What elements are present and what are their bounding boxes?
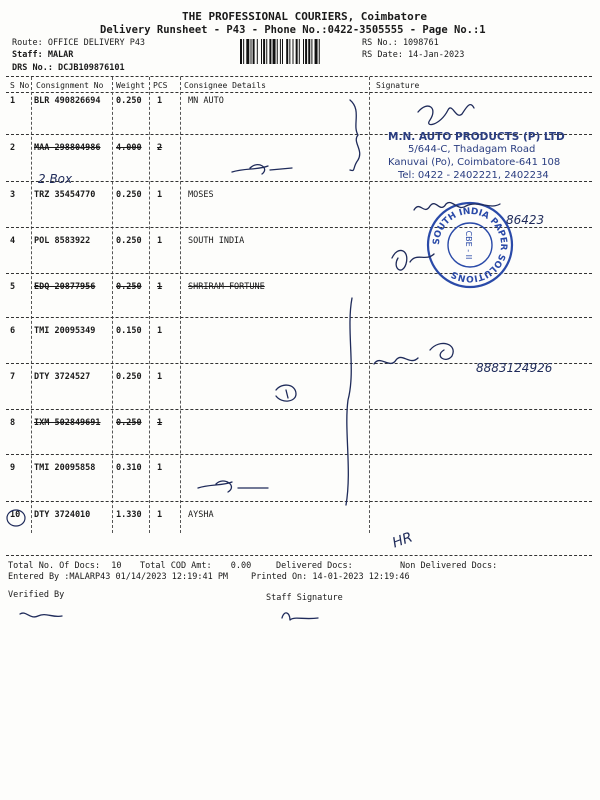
row-weight: 0.250 xyxy=(116,418,142,428)
signature-row1 xyxy=(418,105,474,125)
total-docs-label: Total No. Of Docs: xyxy=(8,561,101,571)
staff-signature-label: Staff Signature xyxy=(266,593,343,603)
row-consignee: SOUTH INDIA xyxy=(188,236,245,246)
row-sno: 4 xyxy=(10,236,16,246)
ditto-mark-row9 xyxy=(198,481,268,492)
row-consignment-no: TRZ 35454770 xyxy=(34,190,96,200)
route-label: Route: OFFICE DELIVERY P43 xyxy=(12,38,146,48)
total-docs xyxy=(8,561,122,571)
row-weight: 0.250 xyxy=(116,190,142,200)
col-consignee: Consignee Details xyxy=(184,81,266,90)
row-pcs: 1 xyxy=(157,236,163,246)
total-docs-value: 10 xyxy=(111,561,122,571)
row-weight: 4.000 xyxy=(116,143,142,153)
row-pcs: 1 xyxy=(157,326,163,336)
stamp-phone: Tel: 0422 - 2402221, 2402234 xyxy=(398,170,549,181)
row-weight: 0.250 xyxy=(116,96,142,106)
row-weight: 0.150 xyxy=(116,326,142,336)
non-delivered-docs: Non Delivered Docs: xyxy=(400,561,498,571)
verified-by-label: Verified By xyxy=(8,590,65,600)
row-pcs: 1 xyxy=(157,418,163,428)
col-signature: Signature xyxy=(376,81,420,90)
brace-mark xyxy=(350,100,360,171)
row-pcs: 1 xyxy=(157,190,163,200)
row-sno: 7 xyxy=(10,372,16,382)
row-pcs: 1 xyxy=(157,510,163,520)
row-weight: 0.250 xyxy=(116,372,142,382)
bracket-mark xyxy=(346,298,352,505)
seal-ring-text: SOUTH INDIA PAPER SOLUTIONS xyxy=(431,206,509,284)
entered-by: Entered By :MALARP43 01/14/2023 12:19:41 PM xyxy=(8,572,229,582)
row-consignee: SHRIRAM FORTUNE xyxy=(188,282,265,292)
row-sno: 10 xyxy=(10,510,21,520)
row-consignment-no: EDQ 20877956 xyxy=(34,282,96,292)
row-weight: 0.310 xyxy=(116,463,142,473)
delivered-docs: Delivered Docs: xyxy=(276,561,353,571)
circle-mark-row10 xyxy=(7,510,25,526)
total-cod-value: 0.00 xyxy=(230,561,252,571)
row-weight: 1.330 xyxy=(116,510,142,520)
row-pcs: 1 xyxy=(157,282,163,292)
signature-row3 xyxy=(414,202,500,210)
col-pcs: PCS xyxy=(153,81,168,90)
handwritten-row3-phone: 86423 xyxy=(506,213,545,227)
row-sno: 6 xyxy=(10,326,16,336)
row-sno: 1 xyxy=(10,96,16,106)
row-sno: 8 xyxy=(10,418,16,428)
row-consignment-no: TMI 20095858 xyxy=(34,463,96,473)
signature-row4 xyxy=(392,250,434,270)
printed-on: Printed On: 14-01-2023 12:19:46 xyxy=(251,572,410,582)
row-consignment-no: TMI 20095349 xyxy=(34,326,96,336)
runsheet-title: Delivery Runsheet - P43 - Phone No.:0422-3505555 - Page No.:1 xyxy=(100,24,486,36)
row-consignment-no: DTY 3724527 xyxy=(34,372,91,382)
row-consignment-no: MAA 298804986 xyxy=(34,143,101,153)
col-sno: S No xyxy=(10,81,30,90)
row-consignment-no: POL 8583922 xyxy=(34,236,91,246)
staff-signature-mark xyxy=(282,613,318,620)
row-sno: 9 xyxy=(10,463,16,473)
row-sno: 5 xyxy=(10,282,16,292)
total-cod xyxy=(140,561,251,571)
signature-row6 xyxy=(374,343,453,364)
stamp-address2: Kanuvai (Po), Coimbatore-641 108 xyxy=(388,157,561,168)
row-weight: 0.250 xyxy=(116,282,142,292)
mark-row7 xyxy=(276,385,296,401)
handwritten-row10-initials: HR xyxy=(390,529,415,552)
row-consignment-no: DTY 3724010 xyxy=(34,510,91,520)
stamp-company: M.N. AUTO PRODUCTS (P) LTD xyxy=(388,131,565,143)
total-cod-label: Total COD Amt: xyxy=(140,561,212,571)
row-weight: 0.250 xyxy=(116,236,142,246)
col-consignment: Consignment No xyxy=(36,81,104,90)
row-sno: 3 xyxy=(10,190,16,200)
drs-number: DRS No.: DCJB109876101 xyxy=(12,63,125,73)
row-consignment-no: IXM 502849691 xyxy=(34,418,101,428)
col-weight: Weight xyxy=(116,81,145,90)
rs-number: RS No.: 1098761 xyxy=(362,38,439,48)
row-consignment-no: BLR 490826694 xyxy=(34,96,101,106)
handwritten-row6-phone: 8883124926 xyxy=(476,361,553,375)
ditto-mark-row2 xyxy=(232,165,292,174)
row-consignee: AYSHA xyxy=(188,510,214,520)
row-pcs: 2 xyxy=(157,143,163,153)
row-pcs: 1 xyxy=(157,96,163,106)
rs-date: RS Date: 14-Jan-2023 xyxy=(362,50,465,60)
row-pcs: 1 xyxy=(157,372,163,382)
stamp-address1: 5/644-C, Thadagam Road xyxy=(408,144,536,155)
staff-label: Staff: MALAR xyxy=(12,50,74,60)
row-consignee: MOSES xyxy=(188,190,214,200)
handwritten-row2-note: 2 Box xyxy=(38,172,73,186)
row-consignee: MN AUTO xyxy=(188,96,224,106)
row-sno: 2 xyxy=(10,143,16,153)
company-name: THE PROFESSIONAL COURIERS, Coimbatore xyxy=(182,10,428,23)
row-pcs: 1 xyxy=(157,463,163,473)
verified-signature xyxy=(20,613,62,617)
seal-center-text: CBE - II xyxy=(464,230,473,260)
